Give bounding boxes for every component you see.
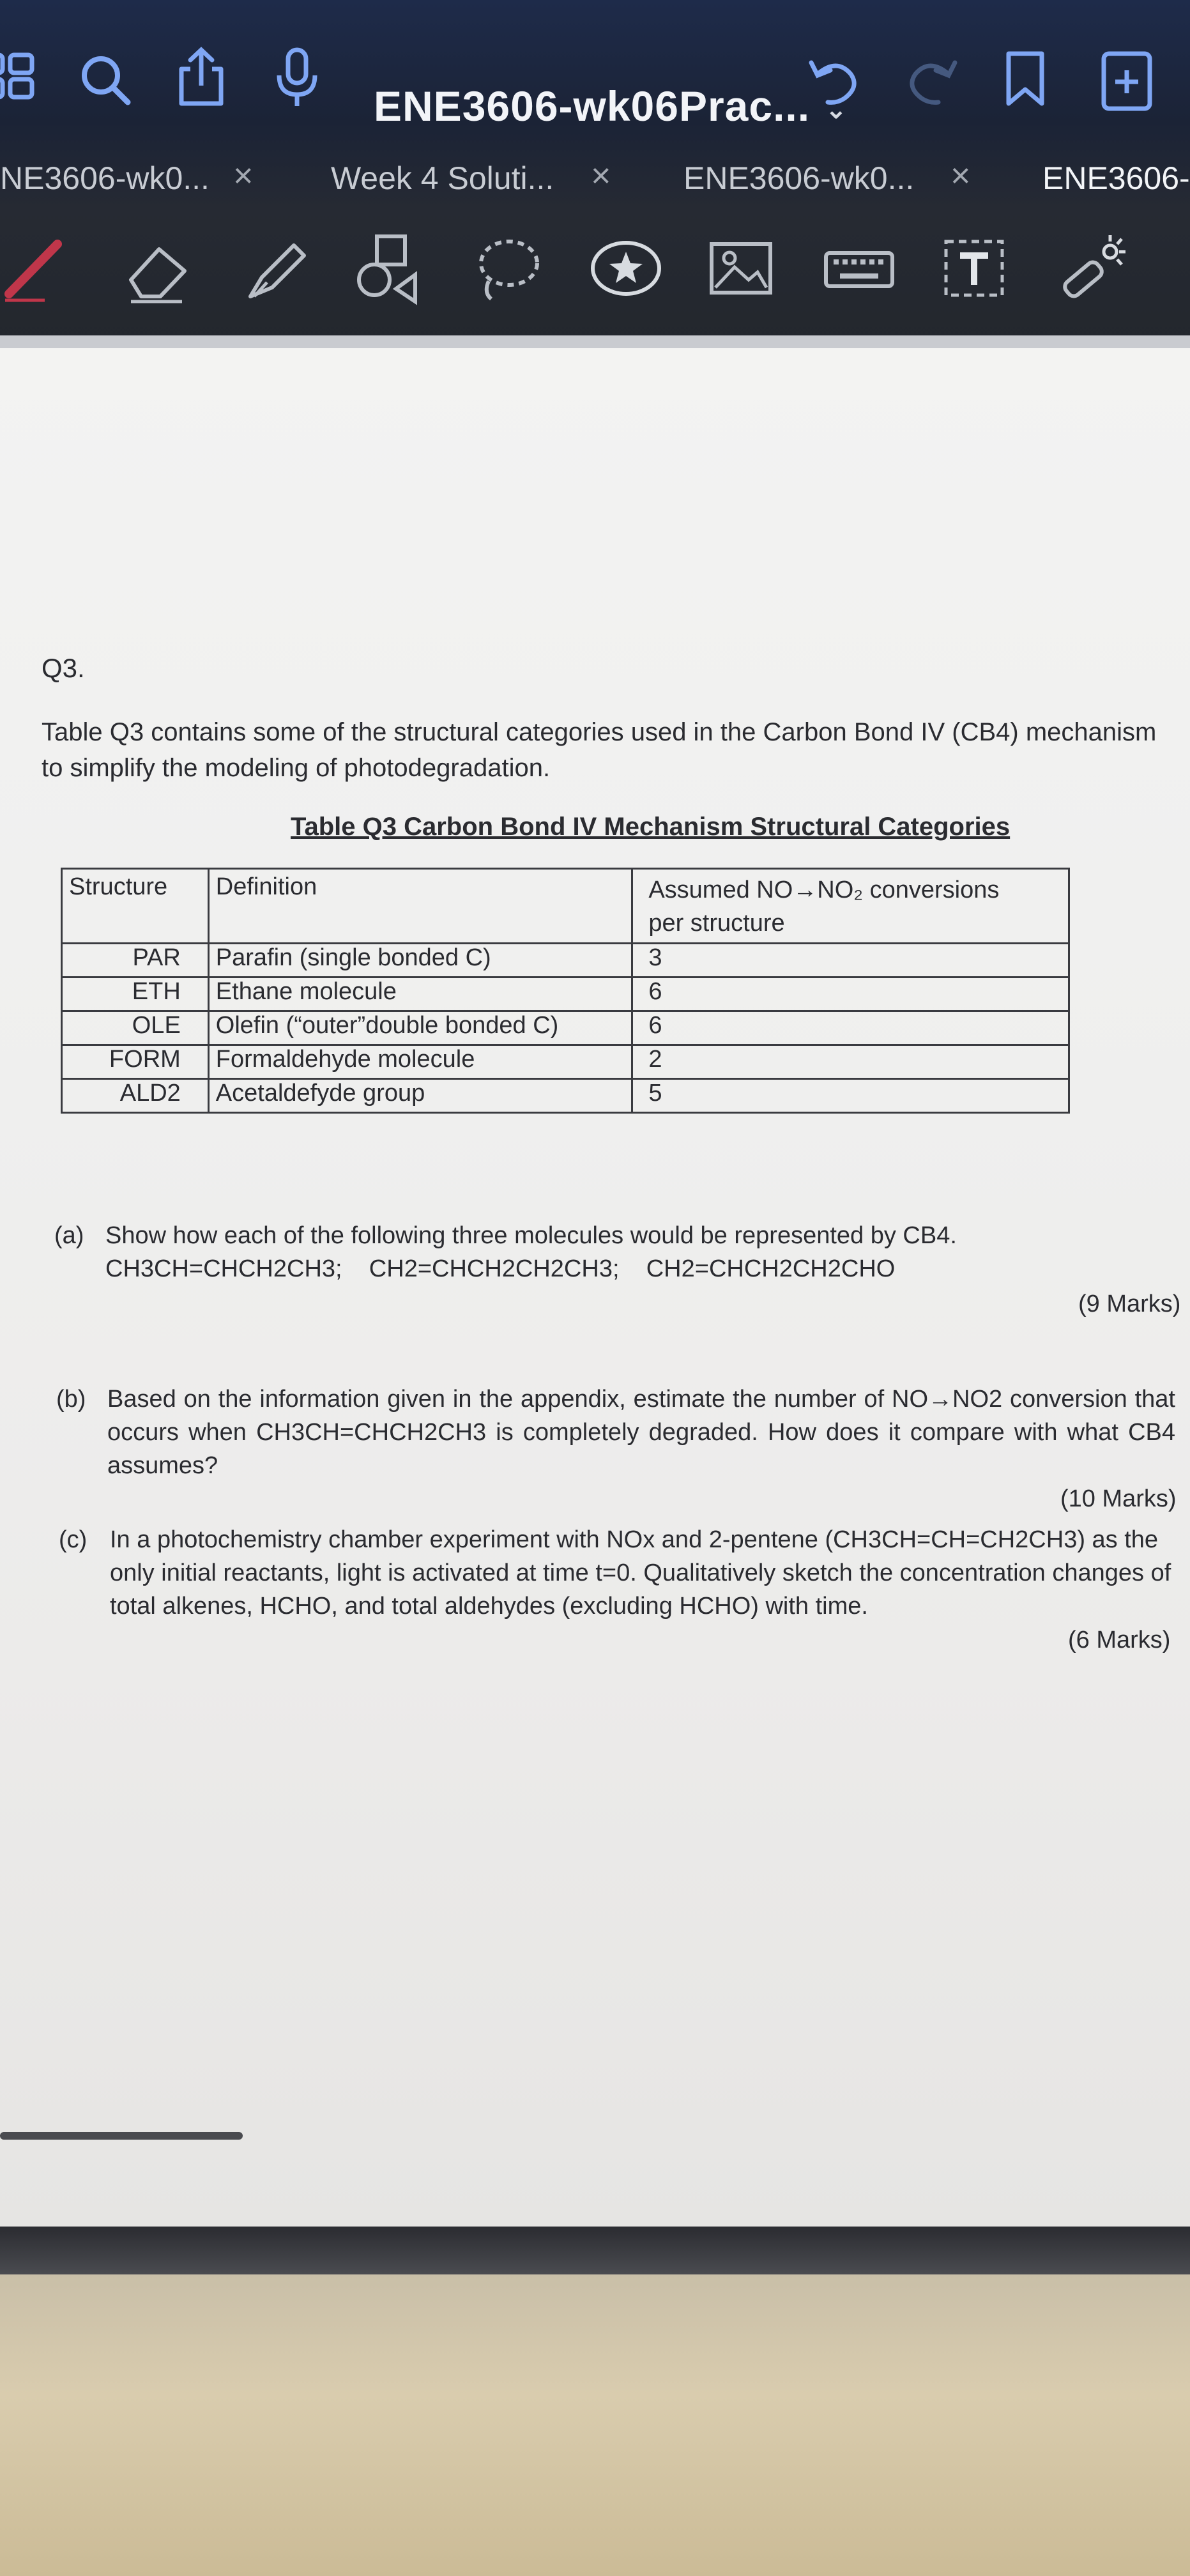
- cell-structure: PAR: [62, 944, 209, 977]
- tab-1[interactable]: NE3606-wk0...: [0, 160, 210, 196]
- intro-paragraph: Table Q3 contains some of the structural categories used in the Carbon Bond IV (CB4) mechanism to simplify the modeling of photodegradation.: [42, 718, 1157, 782]
- scroll-indicator[interactable]: [0, 2132, 243, 2140]
- grid-icon[interactable]: [0, 50, 38, 110]
- part-a-formulas: CH3CH=CHCH2CH3; CH2=CHCH2CH2CH3; CH2=CHCH2CH2CHO: [105, 1255, 896, 1282]
- cell-definition: Acetaldefyde group: [208, 1079, 632, 1113]
- cell-structure: ETH: [62, 977, 209, 1011]
- cell-structure: FORM: [62, 1045, 209, 1079]
- textbox-icon[interactable]: [936, 230, 1012, 307]
- star-icon[interactable]: [588, 230, 664, 307]
- tab-bar: [0, 147, 1190, 217]
- shapes-icon[interactable]: [351, 230, 428, 307]
- tab-4[interactable]: ENE3606-: [1042, 160, 1190, 196]
- cell-definition: Ethane molecule: [208, 977, 632, 1011]
- tab-3[interactable]: ENE3606-wk0...: [683, 160, 915, 196]
- tab-1-close-icon[interactable]: ×: [233, 157, 254, 195]
- table-header-row: [62, 869, 1069, 944]
- question-part-a: [54, 1219, 1179, 1289]
- part-b-text: Based on the information given in the appendix, estimate the number of NO→NO2 conversion that occurs when CH3CH=CHCH2CH3 is completely degraded. How does it compare with what CB4 assumes?: [107, 1386, 1175, 1479]
- table-title: Table Q3 Carbon Bond IV Mechanism Structural Categories: [291, 813, 1011, 841]
- device-bezel: [0, 2227, 1190, 2274]
- cb4-structure-table: [61, 868, 1070, 1114]
- share-icon[interactable]: [172, 45, 230, 118]
- app-chrome: [0, 0, 1190, 348]
- column-header-structure: Structure: [62, 869, 209, 944]
- part-a-text: Show how each of the following three molecules would be represented by CB4.: [105, 1222, 957, 1249]
- document-title[interactable]: [374, 82, 848, 130]
- table-row: [62, 1045, 1069, 1079]
- image-icon[interactable]: [703, 230, 779, 307]
- table-row: [62, 944, 1069, 977]
- column-header-definition: Definition: [208, 869, 632, 944]
- undo-icon[interactable]: [805, 51, 862, 118]
- tab-2-close-icon[interactable]: ×: [591, 157, 611, 195]
- pen-icon[interactable]: [0, 230, 77, 307]
- cell-conversions: 2: [632, 1045, 1069, 1079]
- laser-pointer-icon[interactable]: [1054, 230, 1131, 307]
- top-toolbar: [0, 26, 1190, 137]
- cell-definition: Parafin (single bonded C): [208, 944, 632, 977]
- part-a-marks: (9 Marks): [1078, 1291, 1181, 1317]
- table-row: [62, 977, 1069, 1011]
- keyboard-icon[interactable]: [821, 230, 897, 307]
- eraser-icon[interactable]: [118, 230, 195, 307]
- tab-3-close-icon[interactable]: ×: [950, 157, 971, 195]
- add-page-icon[interactable]: [1099, 49, 1156, 121]
- part-c-text: In a photochemistry chamber experiment with NOx and 2-pentene (CH3CH=CH=CH2CH3) as the only initial reactants, light is activated at time t=0. Qualitatively sketch the concentration changes of total alkenes, HCHO, and total aldehydes (excluding HCHO) with time.: [110, 1526, 1171, 1620]
- cell-conversions: 3: [632, 944, 1069, 977]
- chevron-down-icon: ⌄: [825, 95, 848, 124]
- part-b-marks: (10 Marks): [1060, 1485, 1177, 1512]
- column-header-conversions: Assumed NO→NO₂ conversions per structure: [632, 869, 1069, 944]
- cell-structure: ALD2: [62, 1079, 209, 1113]
- bookmark-icon[interactable]: [1000, 50, 1051, 116]
- desk-surface: [0, 2274, 1190, 2576]
- cell-conversions: 6: [632, 1011, 1069, 1045]
- part-b-label: (b): [56, 1386, 86, 1413]
- search-icon[interactable]: [77, 51, 134, 118]
- cell-definition: Formaldehyde molecule: [208, 1045, 632, 1079]
- table-row: [62, 1011, 1069, 1045]
- redo-icon[interactable]: [904, 51, 961, 118]
- cell-definition: Olefin (“outer”double bonded C): [208, 1011, 632, 1045]
- part-c-marks: (6 Marks): [1068, 1627, 1171, 1653]
- cell-conversions: 5: [632, 1079, 1069, 1113]
- cell-conversions: 6: [632, 977, 1069, 1011]
- cell-structure: OLE: [62, 1011, 209, 1045]
- lasso-icon[interactable]: [469, 230, 546, 307]
- highlighter-icon[interactable]: [236, 230, 313, 307]
- part-c-label: (c): [59, 1526, 88, 1553]
- part-a-label: (a): [54, 1222, 84, 1249]
- question-number: Q3.: [42, 653, 85, 683]
- microphone-icon[interactable]: [271, 46, 323, 119]
- tab-2[interactable]: Week 4 Soluti...: [331, 160, 554, 196]
- document-title-text: ENE3606-wk06Prac...: [374, 82, 811, 130]
- table-row: [62, 1079, 1069, 1113]
- annotation-tools: [0, 230, 1190, 332]
